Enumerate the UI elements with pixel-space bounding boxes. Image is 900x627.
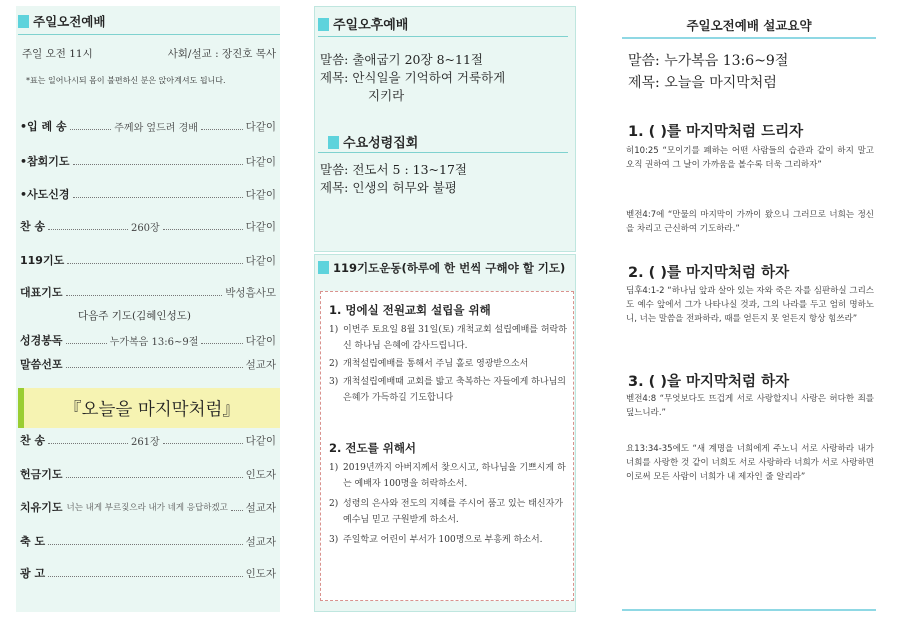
order-row-entrance-song: •입 례 송 주께와 엎드려 경배 다같이 bbox=[20, 120, 276, 134]
prayer-list-box bbox=[320, 291, 574, 601]
point-3-heading: 3. ( )을 마지막처럼 하자 bbox=[628, 374, 790, 390]
order-row-healing-prayer: 치유기도 너는 내게 부르짖으라 내가 네게 응답하겠고 설교자 bbox=[20, 501, 276, 514]
order-row-apostles-creed: •사도신경 다같이 bbox=[20, 188, 276, 201]
point-2-heading: 2. ( )를 마지막처럼 하자 bbox=[628, 265, 790, 281]
wednesday-subject: 제목: 인생의 허무와 불평 bbox=[320, 180, 457, 195]
prayer-heading-evangelism: 2. 전도를 위해서 bbox=[329, 441, 417, 455]
order-row-hymn: 찬 송 260장 다같이 bbox=[20, 220, 276, 234]
afternoon-subject-cont: 지키라 bbox=[368, 88, 405, 103]
title-divider bbox=[18, 34, 280, 35]
prayer-heading-church-planting: 1. 멍에실 전원교회 설립을 위해 bbox=[329, 303, 491, 317]
square-bullet-icon bbox=[318, 261, 329, 274]
prayer-item: 1) 이번주 토요일 8월 31일(토) 개척교회 설립예배를 허락하신 하나님 은혜에 감사드립니다. bbox=[329, 325, 567, 351]
prayer-item: 2) 성령의 은사와 전도의 지혜를 주시어 품고 있는 태신자가 예수님 믿고 구원받게 하소서. bbox=[329, 499, 563, 525]
order-row-offering-prayer: 헌금기도 인도자 bbox=[20, 468, 276, 481]
prayer-item: 1) 2019년까지 아버지께서 찾으시고, 하나님을 기쁘시게 하는 예배자 100명을 허락하소서. bbox=[329, 463, 566, 489]
order-row-benediction: 축 도 설교자 bbox=[20, 535, 276, 548]
point-1-heading: 1. ( )를 마지막처럼 드리자 bbox=[628, 124, 804, 140]
order-row-announcements: 광 고 인도자 bbox=[20, 567, 276, 580]
wednesday-scripture: 말씀: 전도서 5 : 13~17절 bbox=[320, 162, 468, 177]
prayer-item: 2) 개척설립예배를 통해서 주님 홀로 영광받으소서 bbox=[329, 359, 529, 369]
order-row-119-prayer: 119기도 다같이 bbox=[20, 254, 276, 267]
summary-scripture: 말씀: 누가복음 13:6~9절 bbox=[628, 53, 789, 69]
point-3-text-2: 요13:34-35에도 “새 계명을 너희에게 주노니 서로 사랑하라 내가 너희를 사랑한 것 같이 너희도 서로 사랑하라 너희가 서로 사랑하면 이로써 모든 사람이 너희가 내 제자인 줄 알리라” bbox=[626, 444, 874, 482]
order-row-hymn-2: 찬 송 261장 다같이 bbox=[20, 434, 276, 448]
afternoon-divider bbox=[318, 36, 568, 37]
sermon-title-box bbox=[18, 388, 280, 428]
square-bullet-icon bbox=[18, 15, 29, 28]
middle-panel bbox=[314, 6, 576, 612]
summary-subject: 제목: 오늘을 마지막처럼 bbox=[628, 75, 777, 91]
point-3-text-1: 벧전4:8 “무엇보다도 뜨겁게 서로 사랑할지니 사랑은 허다한 죄를 덮느니라.” bbox=[626, 394, 874, 418]
worship-time: 주일 오전 11시 bbox=[22, 48, 93, 60]
order-row-repentance-prayer: •참회기도 다같이 bbox=[20, 155, 276, 168]
square-bullet-icon bbox=[318, 18, 329, 31]
point-1-text-2: 벧전4:7에 “만물의 마지막이 가까이 왔으니 그러므로 너희는 정신을 차리고 근신하여 기도하라.” bbox=[626, 210, 874, 234]
afternoon-scripture: 말씀: 출애굽기 20장 8~11절 bbox=[320, 52, 483, 67]
afternoon-subject: 제목: 안식일을 기억하여 거룩하게 bbox=[320, 70, 506, 85]
sermon-title: 『오늘을 마지막처럼』 bbox=[64, 399, 240, 420]
square-bullet-icon bbox=[328, 136, 339, 149]
sermon-summary-title: 주일오전예배 설교요약 bbox=[686, 18, 812, 33]
wednesday-service-title: 수요성령집회 bbox=[328, 132, 418, 151]
afternoon-worship-title: 주일오후예배 bbox=[318, 14, 408, 33]
worship-leader: 사회/설교 : 장진호 목사 bbox=[167, 48, 276, 60]
order-row-representative-prayer: 대표기도 박성흠사모 bbox=[20, 286, 276, 299]
point-1-text-1: 히10:25 “모이기를 폐하는 어떤 사람들의 습관과 같이 하지 말고 오직 권하여 그 날이 가까움을 볼수록 더욱 그리하자” bbox=[626, 146, 874, 170]
morning-worship-panel bbox=[16, 6, 280, 612]
summary-bottom-rule bbox=[622, 609, 876, 611]
prayer-item: 3) 개척설립예배때 교회를 밟고 축복하는 자들에게 하나님의 은혜가 가득하길 기도합니다 bbox=[329, 377, 566, 403]
point-2-text-1: 딤후4:1-2 “하나님 앞과 살아 있는 자와 죽은 자를 심판하실 그리스도 예수 앞에서 그가 나타나실 것과, 그의 나라를 두고 엄히 명하노니, 너는 말씀을 전파하라, 때를 얻든지 못 얻든지 항상 힘쓰라” bbox=[626, 286, 874, 324]
order-row-scripture-reading: 성경봉독 누가복음 13:6~9절 다같이 bbox=[20, 334, 277, 348]
worship-info bbox=[22, 46, 276, 61]
services-box bbox=[314, 6, 576, 252]
order-row-sermon: 말씀선포 설교자 bbox=[20, 358, 276, 371]
wednesday-divider bbox=[318, 152, 568, 153]
next-week-prayer: 다음주 기도(김혜인성도) bbox=[78, 310, 191, 322]
morning-worship-title: 주일오전예배 bbox=[18, 12, 105, 30]
prayer-campaign-title: 119기도운동(하루에 한 번씩 구해야 할 기도) bbox=[318, 260, 565, 276]
standing-note: *표는 일어나시되 몸이 불편하신 분은 앉아계셔도 됩니다. bbox=[26, 76, 226, 85]
summary-top-rule bbox=[622, 37, 876, 39]
sermon-summary-panel bbox=[622, 6, 876, 612]
prayer-item: 3) 주일학교 어린이 부서가 100명으로 부흥케 하소서. bbox=[329, 535, 543, 545]
